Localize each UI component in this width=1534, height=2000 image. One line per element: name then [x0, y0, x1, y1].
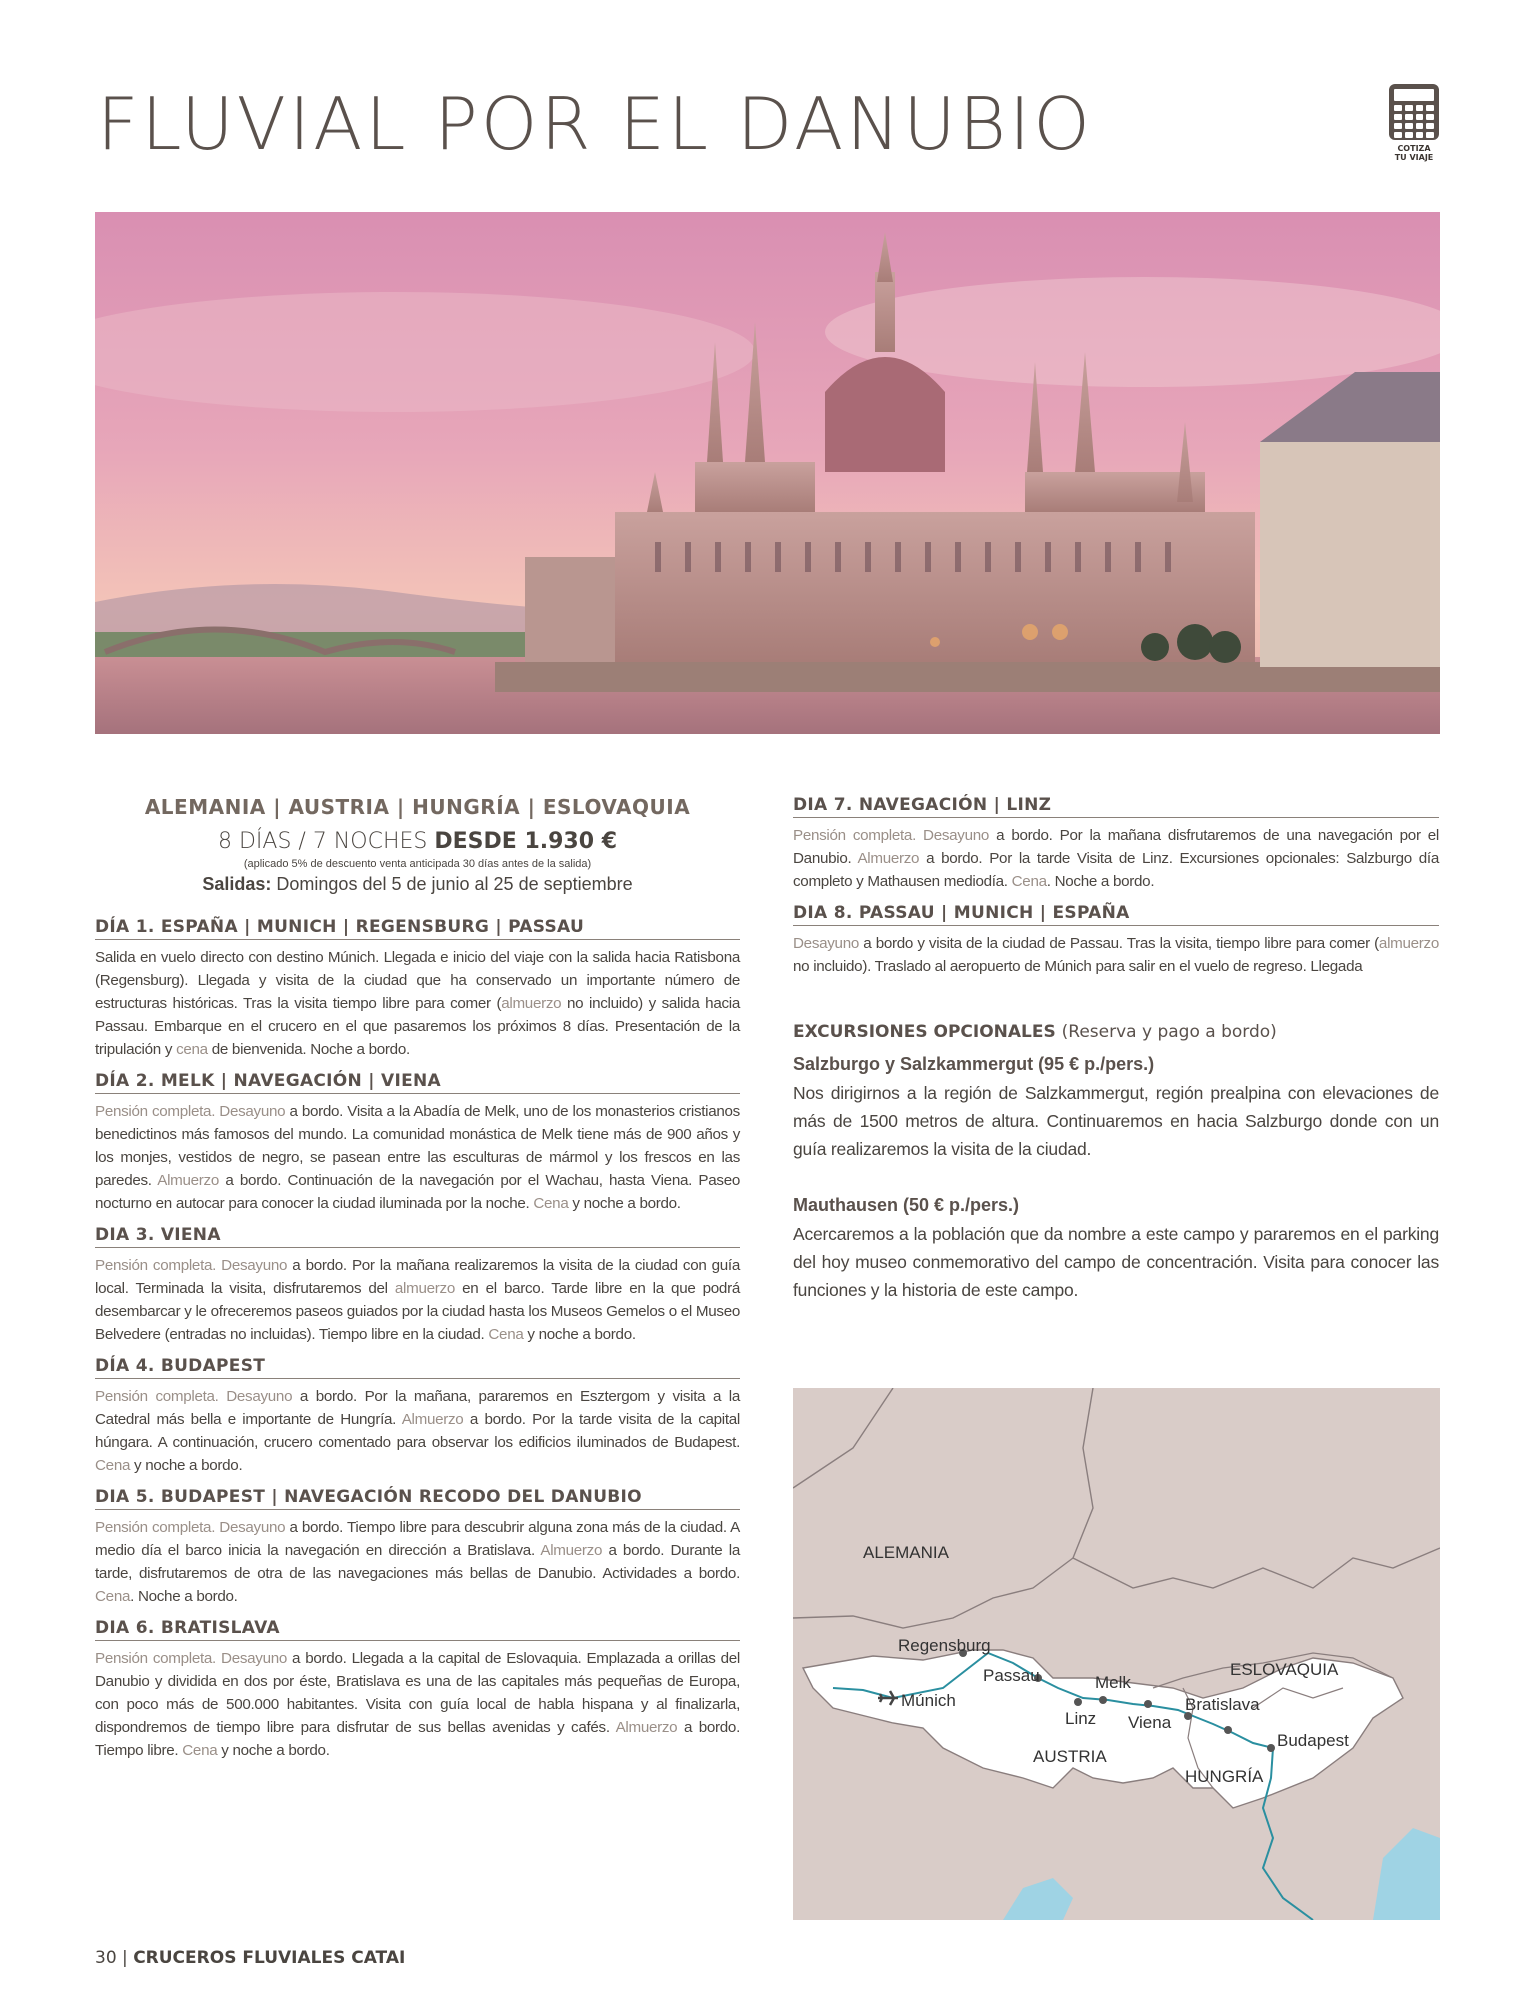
calculator-icon	[1389, 84, 1439, 140]
map-city-viena: Viena	[1128, 1713, 1172, 1732]
map-city-budapest: Budapest	[1277, 1731, 1349, 1750]
route-map	[793, 1388, 1440, 1920]
meal-highlight: Almuerzo	[857, 850, 920, 867]
description-text: y noche a bordo.	[130, 1457, 243, 1474]
page-footer: 30 | CRUCEROS FLUVIALES CATAI	[95, 1948, 406, 1968]
day-heading: DIA 5. BUDAPEST | NAVEGACIÓN RECODO DEL DANUBIO	[95, 1487, 740, 1510]
description-text: a bordo. Durante la tarde, disfrutaremos de otra de las navegaciones más bellas de Danubio. Actividades a bordo.	[95, 1542, 740, 1582]
departures	[95, 874, 740, 895]
day-heading: DÍA 1. ESPAÑA | MUNICH | REGENSBURG | PASSAU	[95, 917, 740, 940]
page-number: 30	[95, 1948, 117, 1968]
map-city-regensburg: Regensburg	[898, 1636, 991, 1655]
description-text: y noche a bordo.	[568, 1195, 681, 1212]
cotiza-button[interactable]	[1383, 84, 1445, 162]
description-text: a bordo. Por la mañana realizaremos la visita de la ciudad con guía local. Terminada la visita, disfrutaremos del	[95, 1257, 740, 1297]
meal-highlight: Pensión completa. Desayuno	[95, 1388, 293, 1405]
description-text: a bordo. Por la tarde Visita de Linz. Excursiones opcionales: Salzburgo día completo y Mathausen mediodía.	[793, 850, 1439, 890]
map-label-austria: AUSTRIA	[1033, 1747, 1107, 1766]
footer-brand: CRUCEROS FLUVIALES CATAI	[133, 1948, 406, 1968]
day-heading: DIA 7. NAVEGACIÓN | LINZ	[793, 795, 1439, 818]
excursions-subtitle: (Reserva y pago a bordo)	[1061, 1022, 1277, 1042]
excursion-description: Nos dirigirnos a la región de Salzkammergut, región prealpina con elevaciones de más de 1500 metros de altura. Continuaremos en hacia Salzburgo donde con un guía realizaremos la visita de la ciudad.	[793, 1083, 1439, 1159]
meal-highlight: Cena	[533, 1195, 569, 1212]
description-text: a bordo. Visita a la Abadía de Melk, uno de los monasterios cristianos benedictinos más famosos del mundo. La comunidad monástica de Melk tiene más de 900 años y los monjes, vestidos de negro, se pasean entre las esculturas de mármol y los frescos en las paredes.	[95, 1103, 740, 1189]
meal-highlight: Pensión completa. Desayuno	[95, 1650, 288, 1667]
itinerary-left-column	[95, 795, 740, 1772]
day-description	[95, 946, 740, 1061]
meal-highlight: Cena	[95, 1457, 131, 1474]
description-text: a bordo. Tiempo libre para descubrir alguna zona más de la ciudad. A medio día el barco inicia la navegación en dirección a Bratislava.	[95, 1519, 740, 1559]
map-city-linz: Linz	[1065, 1709, 1097, 1728]
day-description	[95, 1516, 740, 1608]
day-description	[793, 824, 1439, 893]
excursions-heading	[793, 1022, 1439, 1042]
day-description	[95, 1100, 740, 1215]
day-description	[95, 1647, 740, 1762]
meal-highlight: almuerzo	[501, 995, 562, 1012]
description-text: a bordo y visita de la ciudad de Passau. Tras la visita, tiempo libre para comer (	[859, 935, 1379, 952]
excursion-description: Acercaremos a la población que da nombre a este campo y pararemos en el parking del hoy museo conmemorativo del campo de concentración. Visita para conocer las funciones y la historia de este campo.	[793, 1224, 1439, 1300]
excursion-name: Salzburgo y Salzkammergut (95 € p./pers.)	[793, 1054, 1155, 1074]
description-text: a bordo. Por la mañana, pararemos en Esztergom y visita a la Catedral más bella e importante de Hungría.	[95, 1388, 740, 1428]
cotiza-label-1: COTIZA	[1397, 144, 1431, 153]
excursion-name: Mauthausen (50 € p./pers.)	[793, 1195, 1020, 1215]
description-text: Salida en vuelo directo con destino Múnich. Llegada e inicio del viaje con la salida hacia Ratisbona (Regensburg). Llegada y visita de la ciudad que ha conservado un importante número de estructuras históricas. Tras la visita tiempo libre para comer (	[95, 949, 740, 1012]
excursions-title: EXCURSIONES OPCIONALES	[793, 1022, 1056, 1042]
cotiza-label-2: TU VIAJE	[1394, 153, 1434, 162]
page-title: FLUVIAL POR EL DANUBIO	[97, 82, 1093, 166]
description-text: y noche a bordo.	[523, 1326, 636, 1343]
meal-highlight: Cena	[1011, 873, 1047, 890]
map-city-melk: Melk	[1095, 1673, 1131, 1692]
meal-highlight: Almuerzo	[615, 1719, 678, 1736]
meal-highlight: Pensión completa. Desayuno	[793, 827, 990, 844]
meal-highlight: Almuerzo	[157, 1172, 219, 1189]
description-text: de bienvenida. Noche a bordo.	[207, 1041, 410, 1058]
description-text: a bordo. Tiempo libre.	[95, 1719, 740, 1759]
meal-highlight: Pensión completa. Desayuno	[95, 1103, 286, 1120]
description-text: en el barco. Tarde libre en la que podrá desembarcar y le ofreceremos paseos guiados por la ciudad hasta los Museos Gemelos o el Museo Belvedere (entradas no incluidas). Tiempo libre en la ciudad.	[95, 1280, 740, 1343]
day-heading: DÍA 2. MELK | NAVEGACIÓN | VIENA	[95, 1071, 740, 1094]
meal-highlight: Cena	[488, 1326, 524, 1343]
map-label-hungria: HUNGRÍA	[1185, 1767, 1264, 1786]
description-text: a bordo. Por la tarde visita de la capital húngara. A continuación, crucero comentado para observar los edificios iluminados de Budapest.	[95, 1411, 740, 1451]
description-text: no incluido) y salida hacia Passau. Embarque en el crucero en el que pasaremos los próximos 8 días. Presentación de la tripulación y	[95, 995, 740, 1058]
meal-highlight: Desayuno	[793, 935, 859, 952]
day-heading: DÍA 4. BUDAPEST	[95, 1356, 740, 1379]
day-heading: DIA 6. BRATISLAVA	[95, 1618, 740, 1641]
description-text: . Noche a bordo.	[1046, 873, 1155, 890]
description-text: a bordo. Continuación de la navegación por el Wachau, hasta Viena. Paseo nocturno en autocar para conocer la ciudad iluminada por la noche.	[95, 1172, 740, 1212]
day-heading: DIA 8. PASSAU | MUNICH | ESPAÑA	[793, 903, 1439, 926]
day-description	[95, 1385, 740, 1477]
meal-highlight: Almuerzo	[401, 1411, 464, 1428]
meal-highlight: almuerzo	[1378, 935, 1439, 952]
trip-countries: ALEMANIA | AUSTRIA | HUNGRÍA | ESLOVAQUIA	[144, 795, 691, 819]
departures-value: Domingos del 5 de junio al 25 de septiembre	[276, 874, 633, 894]
meal-highlight: Pensión completa. Desayuno	[95, 1257, 288, 1274]
map-city-bratislava: Bratislava	[1185, 1695, 1260, 1714]
meal-highlight: Cena	[182, 1742, 218, 1759]
description-text: y noche a bordo.	[217, 1742, 330, 1759]
meal-highlight: cena	[176, 1041, 208, 1058]
hero-image-parliament	[95, 212, 1440, 734]
discount-note: (aplicado 5% de descuento venta anticipada 30 días antes de la salida)	[243, 858, 592, 870]
description-text: a bordo. Llegada a la capital de Eslovaquia. Emplazada a orillas del Danubio y dividida en dos por éste, Bratislava es una de las capitales más pequeñas de Europa, con poco más de 500.000 habitantes. Visita con guía local de habla hispana y al finalizarla, dispondremos de tiempo libre para disfrutar de sus bellas avenidas y cafés.	[95, 1650, 740, 1736]
description-text: no incluido). Traslado al aeropuerto de Múnich para salir en el vuelo de regreso. Llegada	[793, 958, 1363, 975]
description-text: . Noche a bordo.	[130, 1588, 238, 1605]
day-description	[793, 932, 1439, 978]
departures-label: Salidas:	[202, 874, 272, 894]
meal-highlight: almuerzo	[394, 1280, 455, 1297]
description-text: a bordo. Por la mañana disfrutaremos de una navegación por el Danubio.	[793, 827, 1439, 867]
map-city-passau: Passau	[983, 1666, 1040, 1685]
map-label-alemania: ALEMANIA	[863, 1543, 949, 1562]
day-description	[95, 1254, 740, 1346]
day-heading: DIA 3. VIENA	[95, 1225, 740, 1248]
trip-price: DESDE 1.930 €	[434, 829, 617, 854]
meal-highlight: Pensión completa. Desayuno	[95, 1519, 286, 1536]
meal-highlight: Cena	[95, 1588, 131, 1605]
itinerary-right-column	[793, 795, 1439, 1336]
meal-highlight: Almuerzo	[540, 1542, 603, 1559]
trip-duration-price	[95, 829, 740, 854]
trip-duration: 8 DÍAS / 7 NOCHES	[217, 829, 428, 854]
map-city-munich: Múnich	[901, 1691, 956, 1710]
map-label-eslovaquia: ESLOVAQUIA	[1230, 1660, 1339, 1679]
